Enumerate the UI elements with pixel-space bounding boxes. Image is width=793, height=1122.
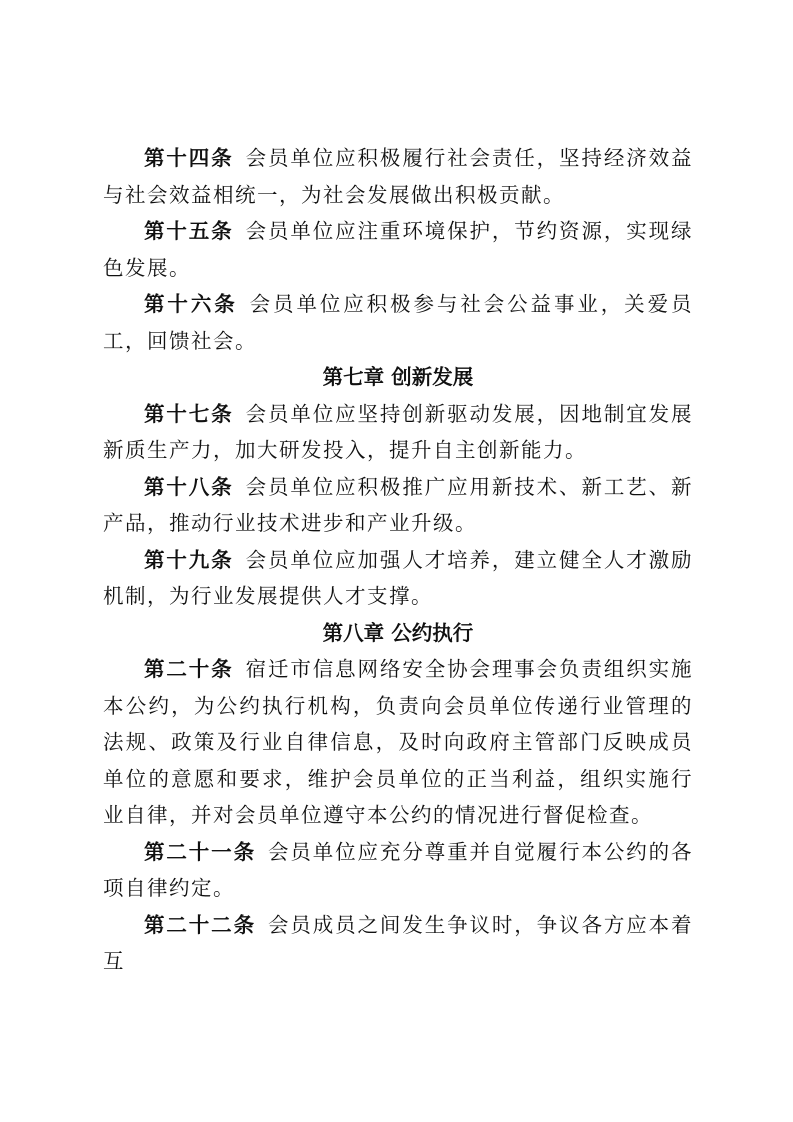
- article-text: 会员单位应积极履行社会责任，坚持经济效益与社会效益相统一，为社会发展做出积极贡献。: [103, 146, 694, 207]
- article-21: [103, 834, 693, 907]
- article-number: 第二十一条: [144, 839, 256, 864]
- article-number: 第十八条: [144, 474, 234, 499]
- article-number: 第十七条: [144, 401, 234, 426]
- document-page: [103, 140, 693, 980]
- article-text: 宿迁市信息网络安全协会理事会负责组织实施本公约，为公约执行机构，负责向会员单位传递行业管理的法规、政策及行业自律信息，及时向政府主管部门反映成员单位的意愿和要求，维护会员单位的正当利益，组织实施行业自律，并对会员单位遵守本公约的情况进行督促检查。: [103, 657, 694, 827]
- article-20: [103, 651, 693, 834]
- article-22: [103, 907, 693, 980]
- article-number: 第二十二条: [144, 912, 256, 937]
- article-text: 会员单位应充分尊重并自觉履行本公约的各项自律约定。: [103, 839, 694, 900]
- article-number: 第十六条: [144, 292, 238, 316]
- article-14: [103, 140, 693, 213]
- article-16: [103, 286, 693, 359]
- chapter-7-heading: 第七章 创新发展: [322, 365, 474, 389]
- article-text: 会员单位应坚持创新驱动发展，因地制宜发展新质生产力，加大研发投入，提升自主创新能力。: [103, 401, 694, 462]
- article-number: 第十四条: [144, 146, 234, 170]
- article-text: 会员单位应积极参与社会公益事业，关爱员工，回馈社会。: [103, 292, 694, 353]
- article-number: 第二十条: [144, 657, 234, 681]
- article-15: [103, 213, 693, 286]
- article-19: [103, 542, 693, 615]
- article-text: 会员成员之间发生争议时，争议各方应本着互: [103, 912, 694, 973]
- chapter-8-heading: 第八章 公约执行: [322, 620, 474, 645]
- article-18: [103, 469, 693, 542]
- article-text: 会员单位应注重环境保护，节约资源，实现绿色发展。: [103, 219, 694, 280]
- article-number: 第十五条: [144, 219, 234, 243]
- article-text: 会员单位应积极推广应用新技术、新工艺、新产品，推动行业技术进步和产业升级。: [103, 474, 694, 535]
- article-text: 会员单位应加强人才培养，建立健全人才激励机制，为行业发展提供人才支撑。: [103, 547, 694, 608]
- article-17: [103, 396, 693, 469]
- article-number: 第十九条: [144, 547, 234, 572]
